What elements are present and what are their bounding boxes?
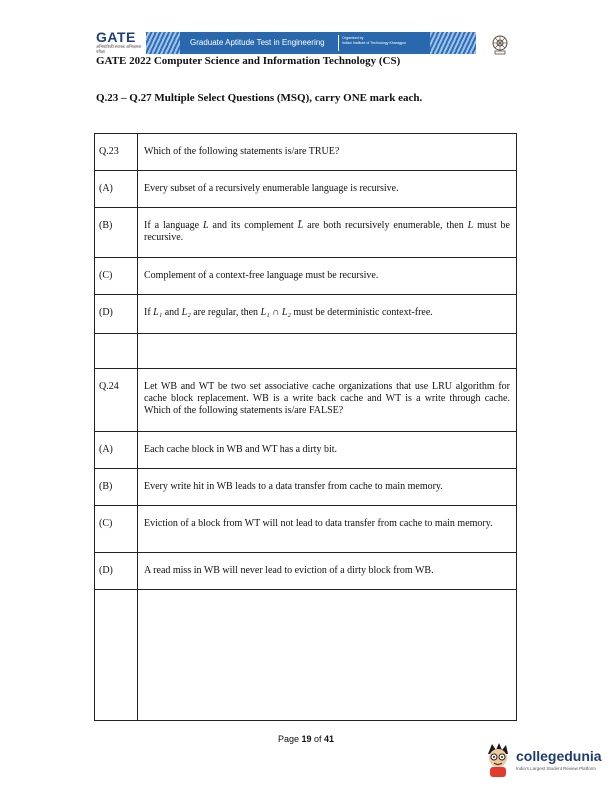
option-text: Every write hit in WB leads to a data transfer from cache to main memory. — [138, 469, 517, 506]
table-row — [95, 506, 517, 553]
option-text: Complement of a context-free language must be recursive. — [138, 258, 517, 295]
table-row — [95, 295, 517, 334]
option-label: (A) — [95, 432, 138, 469]
option-text: If L₁ and L₂ are regular, then L₁ ∩ L₂ must be deterministic context-free. — [138, 295, 517, 334]
option-label: (B) — [95, 469, 138, 506]
table-row — [95, 134, 517, 171]
table-row — [95, 553, 517, 590]
table-row — [95, 590, 517, 721]
option-label: (D) — [95, 553, 138, 590]
banner-title: Graduate Aptitude Test in Engineering — [190, 38, 325, 47]
question-text: Let WB and WT be two set associative cache organizations that use LRU algorithm for cache block replacement. WB is a write back cache and WT is a write through cache. Which of the following statements is/are FALSE? — [138, 369, 517, 432]
gate-logo-subtext: अभियांत्रिकी स्नातक अभिक्षमता परीक्षा — [96, 44, 142, 54]
option-label: (C) — [95, 506, 138, 553]
gate-logo — [96, 30, 144, 56]
question-text: Which of the following statements is/are TRUE? — [138, 134, 517, 171]
mascot-icon — [484, 742, 512, 778]
option-text: A read miss in WB will never lead to eviction of a dirty block from WB. — [138, 553, 517, 590]
table-row — [95, 171, 517, 208]
empty-cell — [138, 334, 517, 369]
organiser-name: Indian Institute of Technology Kharagpur — [342, 41, 407, 45]
table-row — [95, 208, 517, 258]
table-row — [95, 432, 517, 469]
option-text: If a language L and its complement L̄ are both recursively enumerable, then L must be recursive. — [138, 208, 517, 258]
table-row — [95, 369, 517, 432]
brand-watermark — [484, 742, 604, 782]
empty-cell — [138, 590, 517, 721]
iit-emblem-icon — [490, 34, 510, 56]
organised-by-label: Organised by — [342, 36, 364, 40]
option-label: (A) — [95, 171, 138, 208]
option-text: Eviction of a block from WT will not lead to data transfer from cache to main memory. — [138, 506, 517, 553]
section-title: Q.23 – Q.27 Multiple Select Questions (MSQ), carry ONE mark each. — [96, 92, 423, 104]
option-label: (B) — [95, 208, 138, 258]
organiser-block — [342, 36, 406, 46]
option-text: Each cache block in WB and WT has a dirty bit. — [138, 432, 517, 469]
brand-tagline: India's Largest Student Review Platform — [516, 766, 596, 771]
brand-name: collegedunia — [516, 748, 602, 764]
paper-title: GATE 2022 Computer Science and Information Technology (CS) — [96, 55, 401, 67]
table-row — [95, 258, 517, 295]
banner-band — [146, 32, 476, 54]
option-label: (D) — [95, 295, 138, 334]
question-number: Q.24 — [95, 369, 138, 432]
question-number: Q.23 — [95, 134, 138, 171]
empty-cell — [95, 590, 138, 721]
question-table — [94, 133, 517, 721]
gate-logo-text: GATE — [96, 29, 136, 45]
empty-cell — [95, 334, 138, 369]
header-banner — [96, 30, 516, 56]
option-label: (C) — [95, 258, 138, 295]
table-row — [95, 469, 517, 506]
page-number: Page 19 of 41 — [277, 734, 335, 744]
option-text: Every subset of a recursively enumerable language is recursive. — [138, 171, 517, 208]
table-row — [95, 334, 517, 369]
